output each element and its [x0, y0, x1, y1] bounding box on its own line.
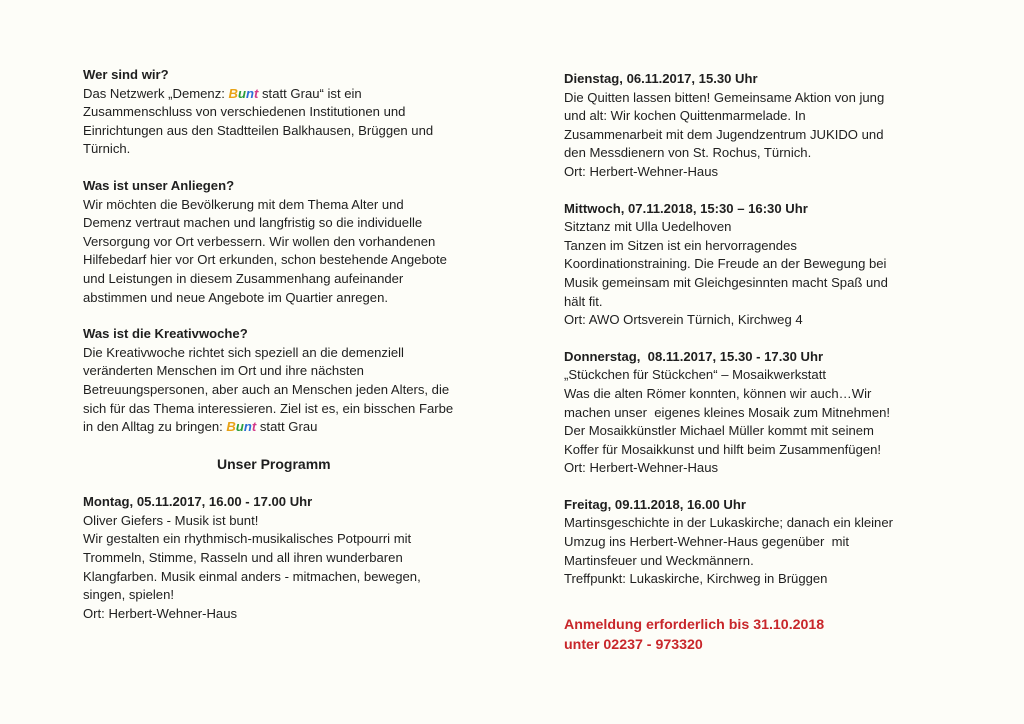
who-line-1: [83, 85, 471, 104]
event-line: Zusammenarbeit mit dem Jugendzentrum JUKIDO und: [564, 126, 884, 142]
event-heading: Dienstag, 06.11.2017, 15.30 Uhr: [564, 71, 758, 86]
paragraph-line: Hilfebedarf hier vor Ort erkunden, schon bestehende Angebote: [83, 252, 447, 268]
bunt-letter: u: [238, 85, 246, 101]
creative-last-pre: in den Alltag zu bringen:: [83, 419, 227, 435]
bunt-word: [229, 86, 259, 101]
section-concern: [83, 177, 471, 307]
event-wednesday: [564, 200, 936, 330]
paragraph-line: Wir möchten die Bevölkerung mit dem Thema Alter und: [83, 196, 404, 212]
event-line: Koffer für Mosaikkunst und hilft beim Zusammenfügen!: [564, 441, 882, 457]
paragraph-line: Die Kreativwoche richtet sich speziell an die demenziell: [83, 344, 404, 360]
paragraph-line: und Leistungen in diesem Zusammenhang aufeinander: [83, 270, 404, 286]
event-heading: Mittwoch, 07.11.2018, 15:30 – 16:30 Uhr: [564, 200, 808, 216]
bunt-letter: t: [254, 85, 259, 101]
heading-who-are-we: Wer sind wir?: [83, 67, 169, 82]
bunt-letter: u: [235, 419, 244, 435]
event-line: Ort: Herbert-Wehner-Haus: [564, 460, 719, 476]
left-column: [83, 66, 471, 641]
event-line: „Stückchen für Stückchen“ – Mosaikwerkstatt: [564, 367, 826, 383]
event-line: Tanzen im Sitzen ist ein hervorragendes: [564, 237, 797, 253]
event-line: Sitztanz mit Ulla Uedelhoven: [564, 219, 732, 235]
paragraph-line: sich für das Thema interessieren. Ziel ist es, ein bisschen Farbe: [83, 400, 454, 416]
paragraph-line: Türnich.: [83, 141, 131, 157]
creative-last-line: [83, 418, 471, 437]
event-line: Ort: Herbert-Wehner-Haus: [83, 605, 238, 621]
event-friday: [564, 496, 936, 589]
event-line: Oliver Giefers - Musik ist bunt!: [83, 512, 259, 528]
paragraph-line: Demenz vertraut machen und langfristig so die individuelle: [83, 215, 423, 231]
event-line: Der Mosaikkünstler Michael Müller kommt mit seinem: [564, 423, 874, 439]
section-creative-week: [83, 325, 471, 437]
section-who-are-we: [83, 66, 471, 159]
bunt-letter: n: [246, 85, 254, 101]
paragraph-line: Versorgung vor Ort verbessern. Wir wollen den vorhandenen: [83, 233, 436, 249]
registration-line-1: Anmeldung erforderlich bis 31.10.2018: [564, 616, 825, 633]
event-heading: Donnerstag, 08.11.2017, 15.30 - 17.30 Uhr: [564, 348, 824, 364]
event-line: Die Quitten lassen bitten! Gemeinsame Aktion von jung: [564, 89, 885, 105]
event-heading: Montag, 05.11.2017, 16.00 - 17.00 Uhr: [83, 494, 313, 510]
bunt-letter: B: [228, 85, 238, 101]
event-line: Klangfarben. Musik einmal anders - mitmachen, bewegen,: [83, 568, 421, 584]
event-line: Ort: AWO Ortsverein Türnich, Kirchweg 4: [564, 312, 803, 328]
event-line: den Messdienern von St. Rochus, Türnich.: [564, 145, 812, 161]
creative-last-post: statt Grau: [256, 419, 318, 435]
paragraph-line: abstimmen und neue Angebote im Quartier anregen.: [83, 289, 388, 305]
program-title: Unser Programm: [217, 455, 331, 472]
bunt-letter: t: [251, 419, 257, 435]
registration-notice: [564, 615, 936, 655]
right-column: [564, 66, 936, 655]
event-monday: [83, 493, 471, 623]
heading-concern: Was ist unser Anliegen?: [83, 177, 235, 193]
event-thursday: [564, 348, 936, 478]
event-line: Treffpunkt: Lukaskirche, Kirchweg in Brüggen: [564, 571, 828, 587]
event-tuesday: [564, 70, 936, 182]
event-heading: Freitag, 09.11.2018, 16.00 Uhr: [564, 496, 746, 512]
event-line: Martinsgeschichte in der Lukaskirche; danach ein kleiner: [564, 515, 893, 531]
who-line-1-pre: Das Netzwerk „Demenz:: [83, 85, 229, 101]
event-line: Trommeln, Stimme, Rasseln und all ihren wunderbaren: [83, 550, 403, 566]
registration-line-2: unter 02237 - 973320: [564, 636, 703, 653]
bunt-letter: B: [226, 419, 236, 435]
paragraph-line: Einrichtungen aus den Stadtteilen Balkhausen, Brüggen und: [83, 122, 434, 138]
paragraph-line: veränderten Menschen im Ort und ihre nächsten: [83, 363, 364, 379]
event-line: Koordinationstraining. Die Freude an der Bewegung bei: [564, 256, 887, 272]
paragraph-line: Betreuungspersonen, aber auch an Menschen jeden Alters, die: [83, 381, 450, 397]
heading-creative-week: Was ist die Kreativwoche?: [83, 326, 248, 342]
paragraph-line: Zusammenschluss von verschiedenen Institutionen und: [83, 104, 406, 120]
event-line: Musik gemeinsam mit Gleichgesinnten macht Spaß und: [564, 274, 888, 290]
event-line: singen, spielen!: [83, 587, 174, 603]
who-line-1-post: statt Grau“ ist ein: [258, 85, 362, 101]
event-line: Umzug ins Herbert-Wehner-Haus gegenüber mit: [564, 534, 850, 550]
bunt-word: [226, 419, 256, 434]
event-line: machen unser eigenes kleines Mosaik zum Mitnehmen!: [564, 404, 891, 420]
event-line: Was die alten Römer konnten, können wir auch…Wir: [564, 385, 872, 401]
event-line: Ort: Herbert-Wehner-Haus: [564, 163, 719, 179]
bunt-letter: n: [243, 419, 252, 435]
event-line: hält fit.: [564, 293, 603, 309]
event-line: und alt: Wir kochen Quittenmarmelade. In: [564, 108, 806, 124]
event-line: Martinsfeuer und Weckmännern.: [564, 552, 754, 568]
event-line: Wir gestalten ein rhythmisch-musikalisches Potpourri mit: [83, 531, 412, 547]
